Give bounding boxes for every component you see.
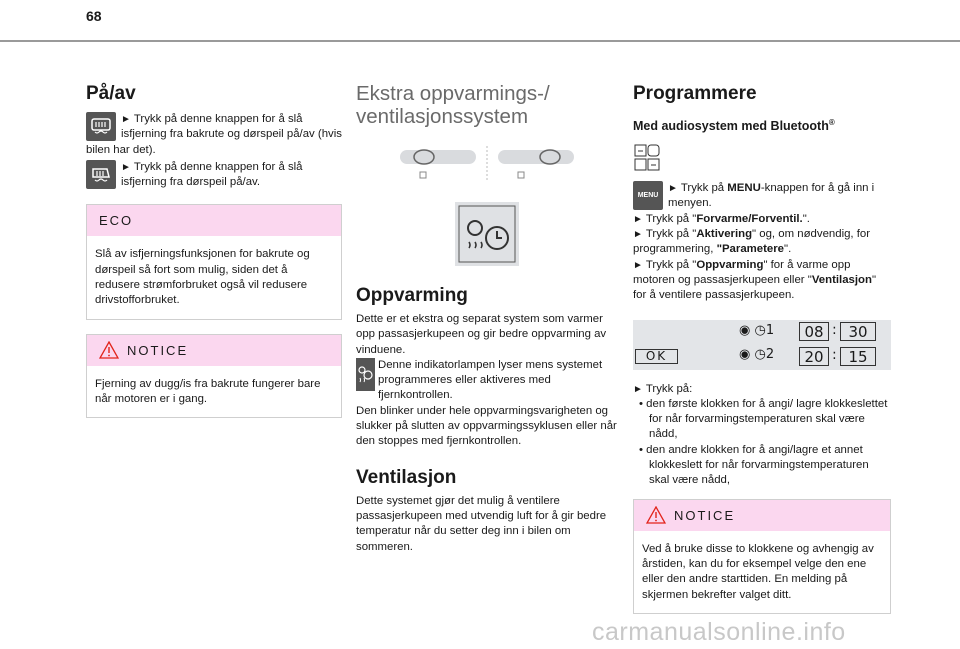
rear-defrost-button-icon [86, 112, 116, 141]
indicator-lamp-icon [356, 358, 375, 391]
subtitle-bluetooth: Med audiosystem med Bluetooth® [633, 118, 835, 134]
notice-box-header: NOTICE [634, 500, 890, 531]
section-title-on-off: På/av [86, 83, 136, 104]
step-aktivering: ► Trykk på "Aktivering" og, om nødvendig, for programmering, "Parametere". [633, 228, 871, 256]
column-programming [633, 62, 891, 614]
eco-box [86, 204, 342, 319]
eco-box-text: Slå av isfjerningsfunksjonen for bakrute og dørspeil så fort som mulig, siden det å redusere strømforbruket også vil redusere drivstofforbruket. [95, 248, 310, 307]
warning-icon [99, 341, 119, 359]
indicator-lamp-item: Denne indikatorlampen lyser mens systemet programmeres eller aktiveres med fjernkontrollen. [356, 358, 618, 404]
section-title-aux-heating: Ekstra oppvarmings-/ ventilasjonssystem [356, 82, 550, 128]
clock-2-select[interactable]: ◉ ◷2 [739, 346, 775, 362]
notice-box-text: Ved å bruke disse to klokkene og avhengig av årstiden, kan du for eksempel velge den ene eller den andre starttiden. En melding på skjermen bekrefter valget ditt. [642, 542, 874, 601]
warning-icon [646, 506, 666, 524]
clock-1-select[interactable]: ◉ ◷1 [739, 322, 775, 338]
separator-colon: : [832, 321, 837, 338]
column-heating-system [356, 62, 618, 555]
page-number: 68 [86, 8, 102, 24]
step-oppvarming: ► Trykk på "Oppvarming" for å varme opp motoren og passasjerkupeen eller "Ventilasjon" for å ventilere passasjerkupeen. [633, 258, 876, 302]
step-menu: MENU ► Trykk på MENU-knappen for å gå inn i menyen. [633, 181, 891, 212]
heating-timer-icon [455, 202, 519, 266]
hour-1-field[interactable]: 08 [799, 322, 829, 341]
section-title-heating: Oppvarming [356, 285, 468, 306]
minute-1-field[interactable]: 30 [840, 322, 876, 341]
bullet-second-clock: • den andre klokken for å angi/lagre et annet klokkeslett for når forvarmingstemperaturen skal være nådd, [639, 443, 869, 487]
ok-button[interactable]: OK [635, 349, 678, 364]
steering-illustrations [356, 146, 618, 182]
rear-defrost-item: ► Trykk på denne knappen for å slå isfjerning fra bakrute og dørspeil på/av (hvis bilen har det). [86, 113, 342, 156]
notice-box [86, 334, 342, 419]
section-title-programming: Programmere [633, 83, 757, 104]
eco-box-header: ECO [87, 205, 341, 236]
notice-box-text: Fjerning av dugg/is fra bakrute fungerer bare når motoren er i gang. [95, 377, 321, 405]
mirror-defrost-button-icon [86, 160, 116, 189]
heating-text: Dette er et ekstra og separat system som varmer opp passasjerkupeen og gir bedre oppvarming av vinduene. [356, 313, 607, 356]
right-hand-drive-icon [496, 146, 576, 182]
ventilation-text: Dette systemet gjør det mulig å ventilere passasjerkupeen med utvendig luft for å gir bedre temperatur når du setter deg inn i bilen om sommeren. [356, 494, 607, 553]
notice-box-programming [633, 499, 891, 614]
notice-box-header: NOTICE [87, 335, 341, 366]
separator-colon: : [832, 346, 837, 363]
section-title-ventilation: Ventilasjon [356, 466, 457, 488]
top-rule [0, 40, 960, 42]
hour-2-field[interactable]: 20 [799, 347, 829, 366]
blink-text: Den blinker under hele oppvarmingsvarigheten og slukker på slutten av oppvarmingssyklusen eller når den stoppes med fjernkontrollen. [356, 404, 617, 448]
column-on-off [86, 62, 342, 418]
minute-2-field[interactable]: 15 [840, 347, 876, 366]
bullet-first-clock: • den første klokken for å angi/ lagre klokkeslettet for når forvarmingstemperaturen skal være nådd, [639, 397, 888, 441]
press-label: ► Trykk på: [633, 382, 693, 395]
audio-system-icon [633, 143, 891, 178]
timer-display [633, 320, 891, 370]
step-forvarme: ► Trykk på "Forvarme/Forventil.". [633, 212, 810, 225]
left-hand-drive-icon [398, 146, 478, 182]
divider-icon [484, 146, 490, 182]
mirror-defrost-item: ► Trykk på denne knappen for å slå isfjerning fra dørspeil på/av. [86, 160, 342, 191]
watermark: carmanualsonline.info [592, 618, 846, 646]
menu-button-icon: MENU [633, 181, 663, 210]
